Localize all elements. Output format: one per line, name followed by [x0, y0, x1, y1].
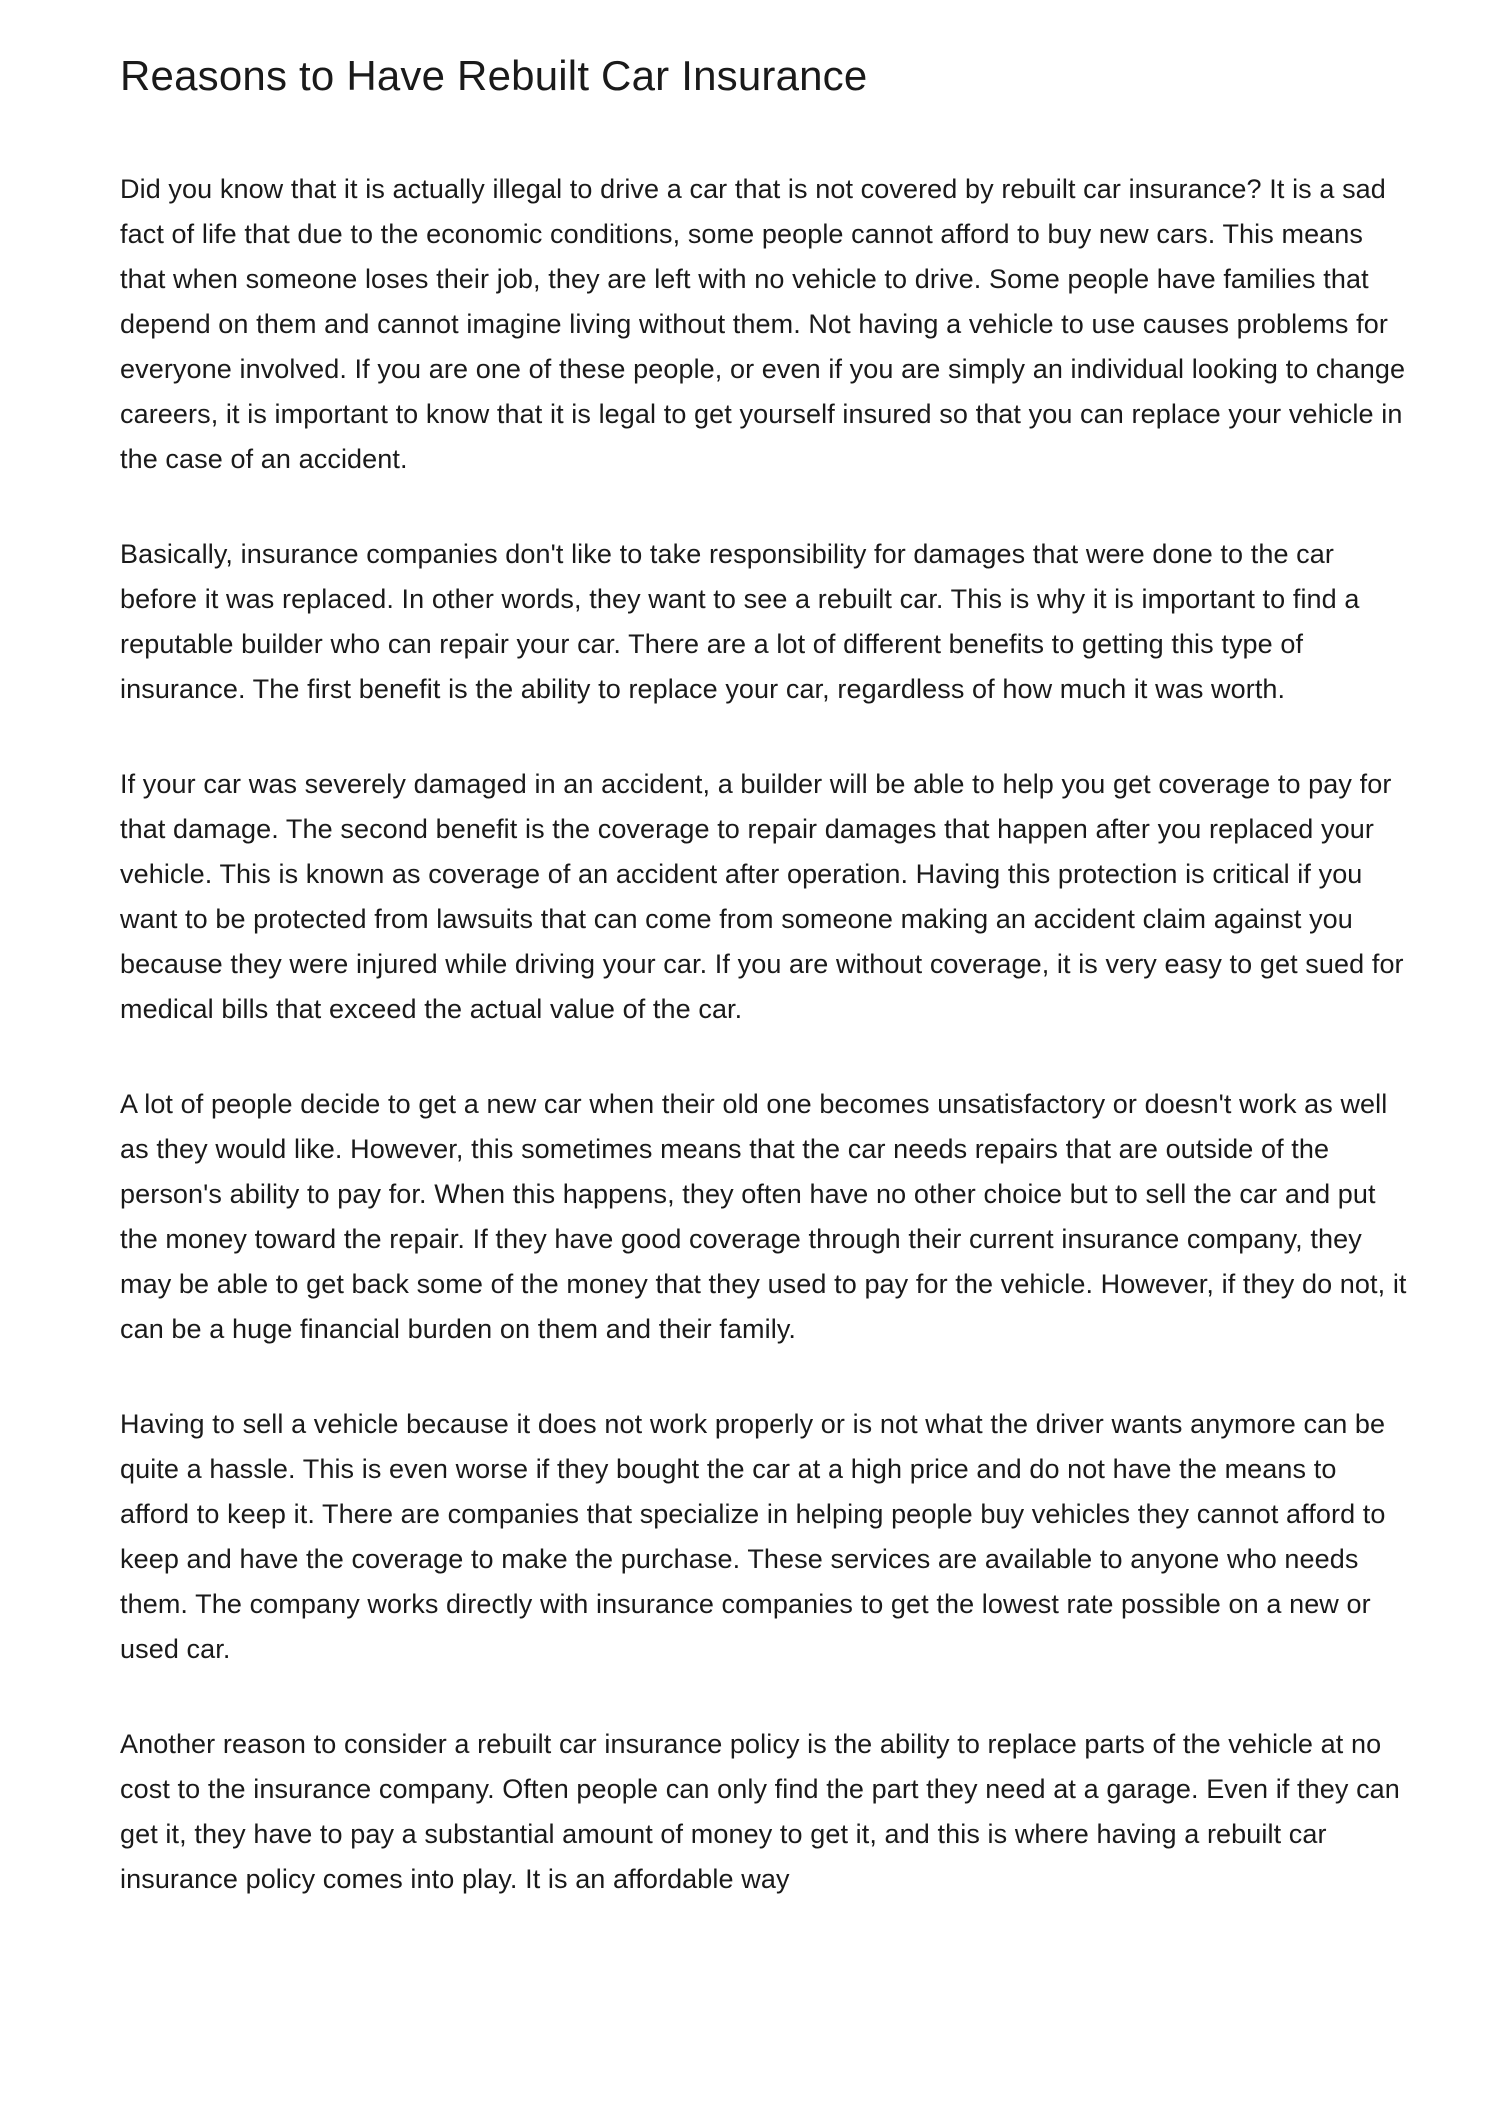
paragraph-2: Basically, insurance companies don't like to take responsibility for damages that were done to the car before it was replaced. In other words, they want to see a rebuilt car. This is why it is important to find a reputable builder who can repair your car. There are a lot of different benefits to getting this type of insurance. The first benefit is the ability to replace your car, regardless of how much it was worth. — [120, 538, 1360, 704]
paragraph-6: Another reason to consider a rebuilt car insurance policy is the ability to replace parts of the vehicle at no cost to the insurance company. Often people can only find the part they need at a garage. Even if they can get it, they have to pay a substantial amount of money to get it, and this is where having a rebuilt car insurance policy comes into play. It is an affordable way — [120, 1728, 1400, 1894]
paragraph-1: Did you know that it is actually illegal to drive a car that is not covered by rebuilt car insurance? It is a sad fact of life that due to the economic conditions, some people cannot afford to buy new cars. This means that when someone loses their job, they are left with no vehicle to drive. Some people have families that depend on them and cannot imagine living without them. Not having a vehicle to use causes problems for everyone involved. If you are one of these people, or even if you are simply an individual looking to change careers, it is important to know that it is legal to get yourself insured so that you can replace your vehicle in the case of an accident. — [120, 173, 1406, 474]
page-title: Reasons to Have Rebuilt Car Insurance — [120, 52, 868, 99]
article-body — [120, 50, 1410, 1902]
paragraph-4: A lot of people decide to get a new car when their old one becomes unsatisfactory or doesn't work as well as they would like. However, this sometimes means that the car needs repairs that are outside of the person's ability to pay for. When this happens, they often have no other choice but to sell the car and put the money toward the repair. If they have good coverage through their current insurance company, they may be able to get back some of the money that they used to pay for the vehicle. However, if they do not, it can be a huge financial burden on them and their family. — [120, 1088, 1407, 1344]
paragraph-3: If your car was severely damaged in an accident, a builder will be able to help you get coverage to pay for that damage. The second benefit is the coverage to repair damages that happen after you replaced your vehicle. This is known as coverage of an accident after operation. Having this protection is critical if you want to be protected from lawsuits that can come from someone making an accident claim against you because they were injured while driving your car. If you are without coverage, it is very easy to get sued for medical bills that exceed the actual value of the car. — [120, 768, 1404, 1024]
paragraph-5: Having to sell a vehicle because it does not work properly or is not what the driver wants anymore can be quite a hassle. This is even worse if they bought the car at a high price and do not have the means to afford to keep it. There are companies that specialize in helping people buy vehicles they cannot afford to keep and have the coverage to make the purchase. These services are available to anyone who needs them. The company works directly with insurance companies to get the lowest rate possible on a new or used car. — [120, 1408, 1386, 1664]
